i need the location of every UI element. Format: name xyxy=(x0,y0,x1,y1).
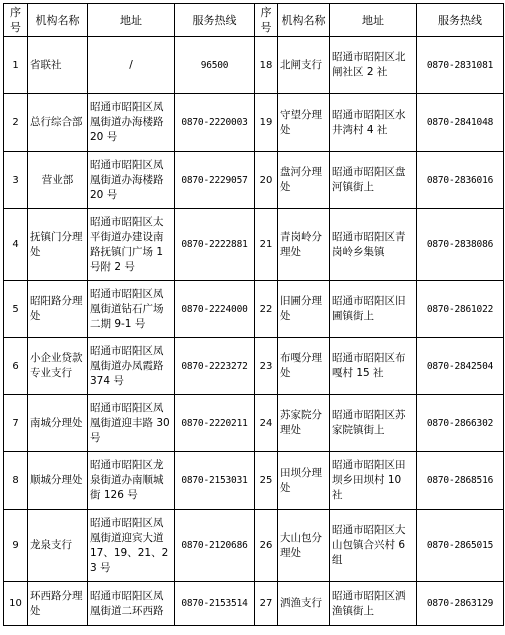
left-address-cell: 昭通市昭阳区凤凰街道办海楼路 20 号 xyxy=(88,152,175,209)
right-address-cell: 昭通市昭阳区田坝乡田坝村 10 社 xyxy=(330,452,417,510)
left-hotline-cell: 96500 xyxy=(175,37,255,94)
left-name-cell: 环西路分理处 xyxy=(28,582,88,626)
left-hotline-cell: 0870-2153514 xyxy=(175,582,255,626)
left-name-cell: 营业部 xyxy=(28,152,88,209)
right-seq-cell: 22 xyxy=(255,281,278,338)
left-seq-cell: 7 xyxy=(4,395,28,452)
right-address-cell: 昭通市昭阳区北闸社区 2 社 xyxy=(330,37,417,94)
table-row xyxy=(4,452,504,510)
left-address-cell: 昭通市昭阳区太平街道办建设南路抚镇门广场 1 号附 2 号 xyxy=(88,209,175,281)
right-name-cell: 布嘎分理处 xyxy=(278,338,330,395)
left-seq-cell: 1 xyxy=(4,37,28,94)
left-hotline-cell: 0870-2223272 xyxy=(175,338,255,395)
right-hotline-cell: 0870-2842504 xyxy=(417,338,504,395)
right-seq-cell: 21 xyxy=(255,209,278,281)
left-name-cell: 昭阳路分理处 xyxy=(28,281,88,338)
right-hotline-cell: 0870-2865015 xyxy=(417,510,504,582)
right-seq-cell: 19 xyxy=(255,94,278,152)
right-name-cell: 北闸支行 xyxy=(278,37,330,94)
header-hotline-right: 服务热线 xyxy=(417,4,504,37)
left-seq-cell: 5 xyxy=(4,281,28,338)
table-row xyxy=(4,94,504,152)
right-seq-cell: 27 xyxy=(255,582,278,626)
table-row xyxy=(4,37,504,94)
header-address-right: 地址 xyxy=(330,4,417,37)
left-hotline-cell: 0870-2229057 xyxy=(175,152,255,209)
right-hotline-cell: 0870-2861022 xyxy=(417,281,504,338)
left-hotline-cell: 0870-2153031 xyxy=(175,452,255,510)
left-hotline-cell: 0870-2222881 xyxy=(175,209,255,281)
right-seq-cell: 20 xyxy=(255,152,278,209)
left-seq-cell: 4 xyxy=(4,209,28,281)
right-seq-cell: 18 xyxy=(255,37,278,94)
left-address-cell: 昭通市昭阳区凤凰街道迎宾大道 17、19、21、23 号 xyxy=(88,510,175,582)
table-header-row xyxy=(4,4,504,37)
right-address-cell: 昭通市昭阳区盘河镇街上 xyxy=(330,152,417,209)
left-address-cell: 昭通市昭阳区凤凰街道迎丰路 30 号 xyxy=(88,395,175,452)
left-name-cell: 南城分理处 xyxy=(28,395,88,452)
right-name-cell: 苏家院分理处 xyxy=(278,395,330,452)
left-hotline-cell: 0870-2120686 xyxy=(175,510,255,582)
right-address-cell: 昭通市昭阳区青岗岭乡集镇 xyxy=(330,209,417,281)
right-address-cell: 昭通市昭阳区大山包镇合兴村 6 组 xyxy=(330,510,417,582)
left-address-cell: 昭通市昭阳区凤凰街道钻石广场二期 9-1 号 xyxy=(88,281,175,338)
right-address-cell: 昭通市昭阳区旧圃镇街上 xyxy=(330,281,417,338)
left-hotline-cell: 0870-2220003 xyxy=(175,94,255,152)
right-address-cell: 昭通市昭阳区水井湾村 4 社 xyxy=(330,94,417,152)
branch-directory-table xyxy=(3,3,504,626)
table-row xyxy=(4,395,504,452)
right-name-cell: 洒渔支行 xyxy=(278,582,330,626)
left-address-cell: 昭通市昭阳区龙泉街道办南顺城街 126 号 xyxy=(88,452,175,510)
left-address-cell: 昭通市昭阳区凤凰街道办凤霞路 374 号 xyxy=(88,338,175,395)
right-hotline-cell: 0870-2868516 xyxy=(417,452,504,510)
left-seq-cell: 3 xyxy=(4,152,28,209)
table-row xyxy=(4,281,504,338)
left-seq-cell: 9 xyxy=(4,510,28,582)
left-seq-cell: 2 xyxy=(4,94,28,152)
right-hotline-cell: 0870-2831081 xyxy=(417,37,504,94)
right-name-cell: 田坝分理处 xyxy=(278,452,330,510)
left-hotline-cell: 0870-2224000 xyxy=(175,281,255,338)
right-seq-cell: 23 xyxy=(255,338,278,395)
left-name-cell: 小企业贷款专业支行 xyxy=(28,338,88,395)
left-address-cell: 昭通市昭阳区凤凰街道二环西路 xyxy=(88,582,175,626)
right-seq-cell: 26 xyxy=(255,510,278,582)
header-seq-left: 序号 xyxy=(4,4,28,37)
right-hotline-cell: 0870-2841048 xyxy=(417,94,504,152)
left-address-cell: 昭通市昭阳区凤凰街道办海楼路 20 号 xyxy=(88,94,175,152)
left-name-cell: 顺城分理处 xyxy=(28,452,88,510)
right-address-cell: 昭通市昭阳区苏家院镇街上 xyxy=(330,395,417,452)
left-name-cell: 总行综合部 xyxy=(28,94,88,152)
table-row xyxy=(4,152,504,209)
right-address-cell: 昭通市昭阳区洒渔镇街上 xyxy=(330,582,417,626)
left-hotline-cell: 0870-2220211 xyxy=(175,395,255,452)
left-seq-cell: 8 xyxy=(4,452,28,510)
right-seq-cell: 24 xyxy=(255,395,278,452)
header-name-right: 机构名称 xyxy=(278,4,330,37)
branch-table-container xyxy=(3,3,504,626)
header-address-left: 地址 xyxy=(88,4,175,37)
table-row xyxy=(4,582,504,626)
right-name-cell: 旧圃分理处 xyxy=(278,281,330,338)
right-address-cell: 昭通市昭阳区布嘎村 15 社 xyxy=(330,338,417,395)
right-hotline-cell: 0870-2863129 xyxy=(417,582,504,626)
right-seq-cell: 25 xyxy=(255,452,278,510)
right-name-cell: 守望分理处 xyxy=(278,94,330,152)
header-seq-right: 序号 xyxy=(255,4,278,37)
right-name-cell: 青岗岭分理处 xyxy=(278,209,330,281)
table-row xyxy=(4,338,504,395)
right-hotline-cell: 0870-2836016 xyxy=(417,152,504,209)
right-name-cell: 大山包分理处 xyxy=(278,510,330,582)
header-name-left: 机构名称 xyxy=(28,4,88,37)
left-name-cell: 省联社 xyxy=(28,37,88,94)
left-name-cell: 龙泉支行 xyxy=(28,510,88,582)
right-hotline-cell: 0870-2866302 xyxy=(417,395,504,452)
right-hotline-cell: 0870-2838086 xyxy=(417,209,504,281)
left-seq-cell: 10 xyxy=(4,582,28,626)
table-row xyxy=(4,510,504,582)
header-hotline-left: 服务热线 xyxy=(175,4,255,37)
right-name-cell: 盘河分理处 xyxy=(278,152,330,209)
table-row xyxy=(4,209,504,281)
left-seq-cell: 6 xyxy=(4,338,28,395)
left-name-cell: 抚镇门分理处 xyxy=(28,209,88,281)
left-address-cell: / xyxy=(88,37,175,94)
